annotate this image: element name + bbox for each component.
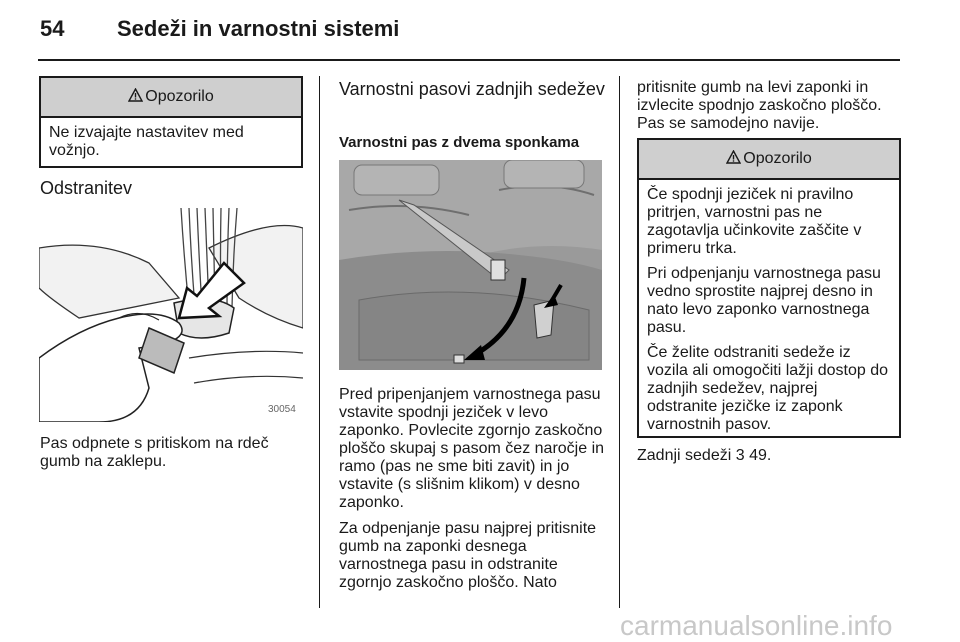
page-number: 54	[40, 16, 65, 41]
rear-seat-belt-photo	[339, 160, 602, 370]
paragraph-unfastening: Za odpenjanje pasu najprej pritisnite gumb na zaponki desnega varnostnega pasu in odstranite zgornjo zaskočno ploščo. Nato	[339, 520, 597, 591]
section-title: Sedeži in varnostni sistemi	[117, 16, 400, 41]
heading-rear-seat-belts: Varnostni pasovi zadnjih sedežev	[339, 79, 605, 99]
subheading-two-buckle-belt: Varnostni pas z dvema sponkama	[339, 134, 580, 151]
watermark: carmanualsonline.info	[620, 610, 893, 641]
figure-number: 30054	[268, 404, 296, 415]
unfastening-continued-text: pritisnite gumb na levi zaponki in izvlecite spodnjo zaskočno ploščo. Pas se samodejno navije.	[637, 79, 882, 132]
heading-odstranitev: Odstranitev	[40, 178, 133, 198]
column-divider-1	[319, 76, 320, 608]
crossref-label: Zadnji sedeži	[637, 447, 732, 464]
warning-header	[41, 78, 301, 118]
warning-box-2	[637, 138, 901, 438]
warning-header	[639, 140, 899, 180]
warning-box-1	[39, 76, 303, 168]
warning-title: Opozorilo	[743, 150, 812, 167]
crossref-page: 49.	[749, 447, 772, 464]
warning-paragraph-2: Pri odpenjanju varnostnega pasu vedno sprostite najprej desno in nato levo zaponko varnostnega pasu.	[647, 265, 881, 336]
release-instruction-text: Pas odpnete s pritiskom na rdeč gumb na zaklepu.	[40, 435, 269, 470]
warning-body	[639, 180, 899, 440]
paragraph-fastening: Pred pripenjanjem varnostnega pasu vstavite spodnji jeziček v levo zaponko. Povlecite zgornjo zaskočno ploščo skupaj s pasom čez naročje in ramo (pas ne sme biti zavit) in jo vstavite (s slišnim klikom) v desno zaponko.	[339, 386, 605, 511]
fastening-instructions	[339, 386, 609, 600]
warning-text: Ne izvajajte nastavitev med vožnjo.	[49, 124, 244, 159]
warning-triangle-icon	[128, 88, 143, 107]
buckle-release-illustration	[39, 208, 303, 422]
cross-reference[interactable]	[637, 447, 771, 465]
warning-title: Opozorilo	[145, 88, 214, 105]
header-divider	[38, 59, 900, 61]
warning-triangle-icon	[726, 150, 741, 169]
warning-paragraph-1: Če spodnji jeziček ni pravilno pritrjen, varnostni pas ne zagotavlja učinkovite zaščite v primeru trka.	[647, 186, 862, 257]
column-divider-2	[619, 76, 620, 608]
crossref-arrow-icon: 3	[735, 447, 745, 464]
warning-paragraph-3: Če želite odstraniti sedeže iz vozila ali omogočiti lažji dostop do zadnjih sedežev, najprej odstranite jezičke iz zaponk varnostnih pasov.	[647, 344, 889, 433]
